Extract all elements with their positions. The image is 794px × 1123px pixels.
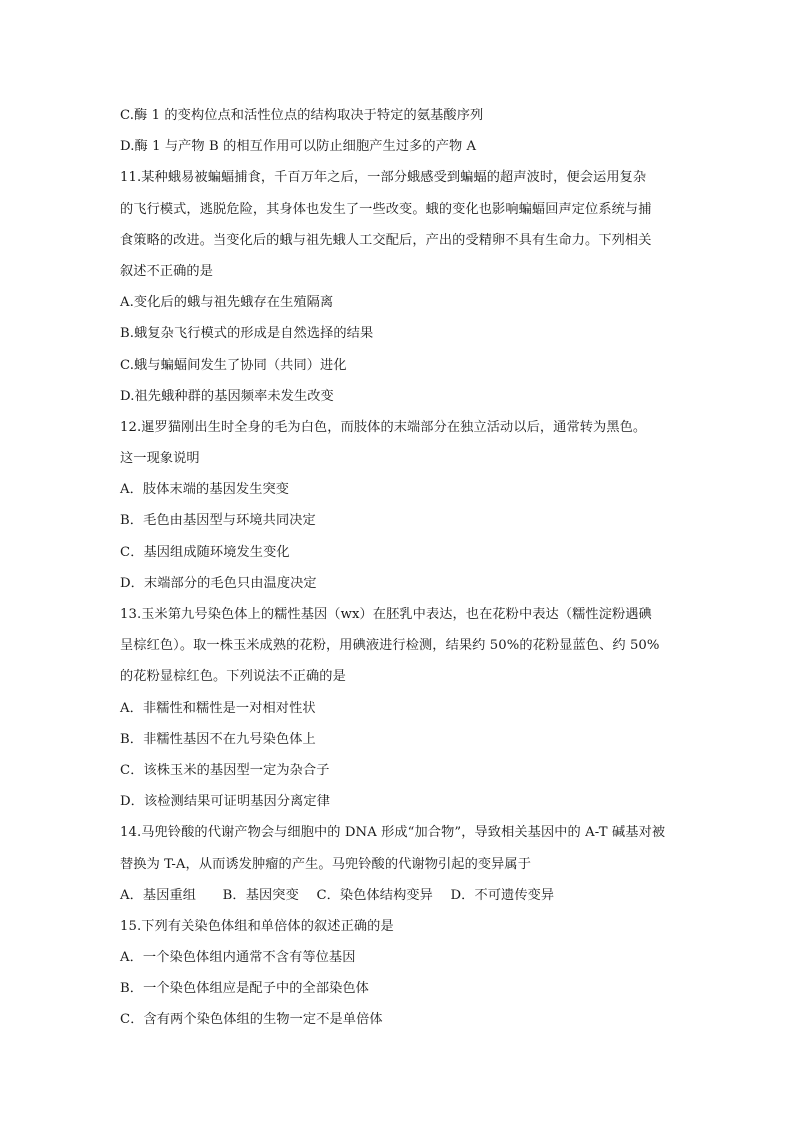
- option-line: B．一个染色体组应是配子中的全部染色体: [120, 981, 369, 997]
- question-14-line: 14.马兜铃酸的代谢产物会与细胞中的 DNA 形成“加合物”，导致相关基因中的 A-T 碱基对被: [120, 825, 666, 841]
- option-line: C.酶 1 的变构位点和活性位点的结构取决于特定的氨基酸序列: [120, 108, 484, 123]
- option-line: C．基因组成随环境发生变化: [120, 544, 290, 560]
- document-page: [120, 100, 680, 1036]
- question-11-line: 食策略的改进。当变化后的蛾与祖先蛾人工交配后，产出的受精卵不具有生命力。下列相关: [120, 232, 652, 248]
- option-line: B．非糯性基因不在九号染色体上: [120, 731, 316, 747]
- question-13-line: 13.玉米第九号染色体上的糯性基因（wx）在胚乳中表达，也在花粉中表达（糯性淀粉遇碘: [120, 607, 652, 622]
- question-15-line: 15.下列有关染色体组和单倍体的叙述正确的是: [120, 918, 394, 934]
- option-line: B.蛾复杂飞行模式的形成是自然选择的结果: [120, 326, 374, 342]
- option-line: B．毛色由基因型与环境共同决定: [120, 513, 316, 529]
- option-line: A．非糯性和糯性是一对相对性状: [120, 700, 316, 716]
- option-line: D．末端部分的毛色只由温度决定: [120, 575, 317, 591]
- option-line: A.变化后的蛾与祖先蛾存在生殖隔离: [120, 295, 334, 311]
- question-11-line: 11.某种蛾易被蝙蝠捕食，千百万年之后，一部分蛾感受到蝙蝠的超声波时，便会运用复杂: [120, 170, 647, 186]
- question-11-line: 的飞行模式，逃脱危险，其身体也发生了一些改变。蛾的变化也影响蝙蝠回声定位系统与捕: [120, 201, 652, 217]
- option-line: A．肢体末端的基因发生突变: [120, 482, 290, 498]
- option-line: A．基因重组 B．基因突变 C．染色体结构变异 D．不可遗传变异: [120, 887, 555, 903]
- option-line: C．含有两个染色体组的生物一定不是单倍体: [120, 1012, 383, 1028]
- question-13-line: 的花粉显棕红色。下列说法不正确的是: [120, 669, 346, 685]
- option-line: D.祖先蛾种群的基因频率未发生改变: [120, 388, 334, 404]
- option-line: C.蛾与蝙蝠间发生了协同（共同）进化: [120, 357, 347, 373]
- question-14-line: 替换为 T-A，从而诱发肿瘤的产生。马兜铃酸的代谢物引起的变异属于: [120, 856, 532, 872]
- option-line: A．一个染色体组内通常不含有等位基因: [120, 950, 356, 966]
- question-11-line: 叙述不正确的是: [120, 263, 214, 279]
- question-13-line: 呈棕红色）。取一株玉米成熟的花粉，用碘液进行检测，结果约 50%的花粉显蓝色、约 50%: [120, 638, 660, 654]
- option-line: D．该检测结果可证明基因分离定律: [120, 794, 330, 810]
- question-12-line: 这一现象说明: [120, 451, 200, 467]
- option-line: D.酶 1 与产物 B 的相互作用可以防止细胞产生过多的产物 A: [120, 139, 477, 155]
- option-line: C．该株玉米的基因型一定为杂合子: [120, 762, 330, 778]
- question-12-line: 12.暹罗猫刚出生时全身的毛为白色，而肢体的末端部分在独立活动以后，通常转为黑色。: [120, 419, 647, 435]
